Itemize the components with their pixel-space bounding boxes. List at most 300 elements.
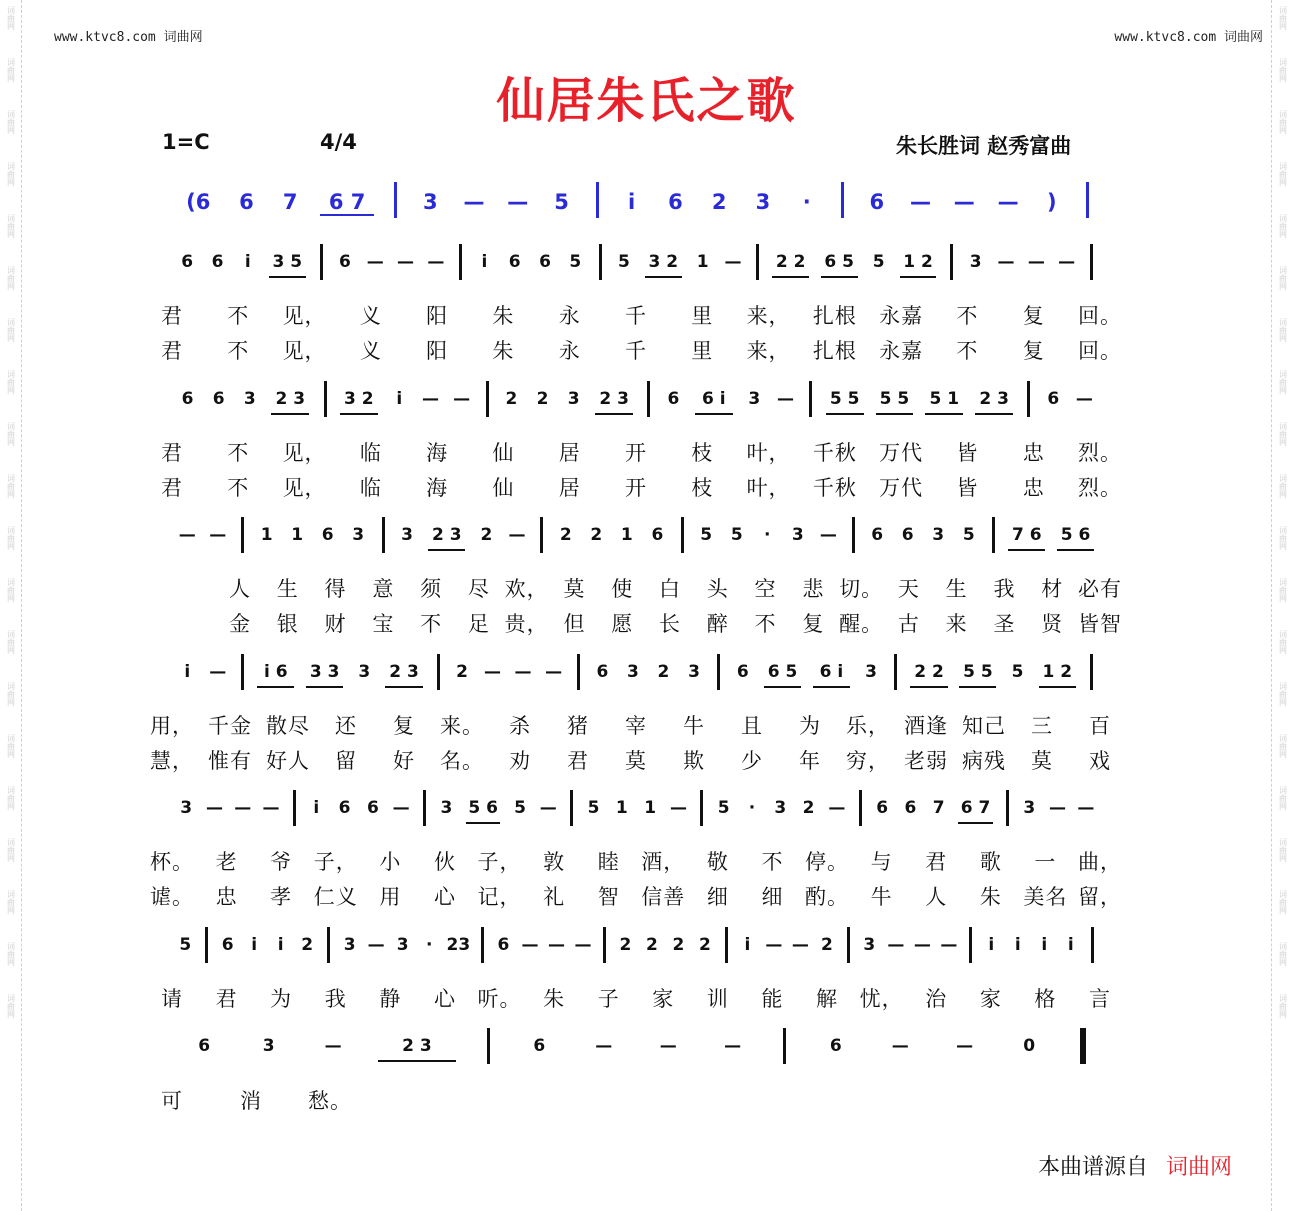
jianpu-note: 1 <box>620 525 633 545</box>
jianpu-note: — <box>997 252 1015 272</box>
side-watermark-glyph: 词曲网 <box>6 6 16 30</box>
side-watermark-glyph: 词曲网 <box>1278 578 1288 602</box>
lyric-syllable: 君 <box>161 476 183 500</box>
jianpu-note: 6 <box>533 1036 546 1056</box>
lyric-syllable: 劝 <box>509 749 531 773</box>
jianpu-note: 6 <box>869 190 885 214</box>
lyric-syllable: 用， <box>150 714 194 738</box>
side-watermark-glyph: 词曲网 <box>6 474 16 498</box>
jianpu-note: 2 <box>456 662 468 682</box>
lyric-syllable: 君 <box>161 339 183 363</box>
jianpu-note: 2 3 <box>979 389 1009 409</box>
lyric-syllable: 阳 <box>426 339 449 363</box>
jianpu-note: 6 i <box>819 662 844 682</box>
lyric-syllable: 永嘉 <box>879 304 924 328</box>
lyric-syllable: 圣 <box>993 612 1016 636</box>
jianpu-note: 6 <box>667 389 680 409</box>
jianpu-note: 5 <box>617 252 630 272</box>
jianpu-note: 6 <box>829 1036 842 1056</box>
lyric-line <box>0 846 1293 878</box>
jianpu-note: 6 <box>497 935 510 955</box>
lyric-syllable: 乐， <box>846 714 890 738</box>
barline <box>577 654 580 690</box>
side-watermark-glyph: 词曲网 <box>6 318 16 342</box>
jianpu-note: 6 <box>198 1036 211 1056</box>
barline <box>599 244 602 280</box>
lyric-syllable: 贵， <box>504 612 549 636</box>
jianpu-note: 3 <box>422 190 438 214</box>
jianpu-note: 6 5 <box>767 662 798 682</box>
lyric-syllable: 戏 <box>1089 749 1111 773</box>
lyric-syllable: 酌。 <box>805 885 850 909</box>
beam-underline <box>813 686 850 688</box>
barline <box>394 182 397 218</box>
lyric-syllable: 皆智 <box>1078 612 1122 636</box>
lyric-syllable: 与 <box>870 850 893 874</box>
barline <box>950 244 953 280</box>
lyric-syllable: 敬 <box>706 850 729 874</box>
jianpu-note: — <box>669 798 687 818</box>
jianpu-note: — <box>891 1036 909 1056</box>
notation-row <box>0 933 1293 973</box>
lyric-syllable: 永 <box>558 339 581 363</box>
jianpu-note: 2 <box>590 525 603 545</box>
jianpu-note: 7 6 <box>1011 525 1042 545</box>
jianpu-note: 5 <box>717 798 730 818</box>
barline <box>486 381 489 417</box>
lyric-syllable: 来， <box>746 339 791 363</box>
jianpu-note: i <box>1041 935 1048 955</box>
barline <box>756 244 759 280</box>
side-watermark-glyph: 词曲网 <box>1278 370 1288 394</box>
jianpu-note: — <box>209 525 227 545</box>
lyric-syllable: 莫 <box>625 749 647 773</box>
jianpu-note: 3 <box>791 525 804 545</box>
side-watermark-glyph: 词曲网 <box>1278 838 1288 862</box>
lyric-syllable: 意 <box>372 577 395 601</box>
lyric-syllable: 贤 <box>1041 612 1064 636</box>
lyric-syllable: 见， <box>282 339 327 363</box>
jianpu-note: 5 <box>730 525 743 545</box>
lyric-syllable: 解 <box>816 987 839 1011</box>
side-watermark-glyph: 词曲网 <box>6 630 16 654</box>
jianpu-note: 5 <box>514 798 526 818</box>
jianpu-note: · <box>802 190 811 214</box>
barline <box>540 517 543 553</box>
jianpu-note: 3 <box>932 525 945 545</box>
jianpu-note: — <box>595 1036 613 1056</box>
barline <box>1086 182 1089 218</box>
lyric-syllable: 细 <box>761 885 784 909</box>
jianpu-note: 6 <box>596 662 609 682</box>
barline <box>859 790 862 826</box>
side-watermark-glyph: 词曲网 <box>6 682 16 706</box>
lyric-syllable: 烈。 <box>1078 476 1122 500</box>
side-watermark-glyph: 词曲网 <box>6 162 16 186</box>
jianpu-note: — <box>724 252 742 272</box>
jianpu-note: — <box>463 190 485 214</box>
lyric-syllable: 伙 <box>433 850 456 874</box>
lyric-syllable: 临 <box>359 441 382 465</box>
side-watermark-glyph: 词曲网 <box>6 58 16 82</box>
lyric-syllable: 子， <box>477 850 522 874</box>
lyric-syllable: 烈。 <box>1078 441 1122 465</box>
lyric-syllable: 足 <box>467 612 490 636</box>
jianpu-note: — <box>1077 798 1095 818</box>
notation-row <box>0 523 1293 563</box>
lyric-syllable: 千 <box>625 304 647 328</box>
jianpu-note: — <box>262 798 280 818</box>
side-watermark-glyph: 词曲网 <box>1278 942 1288 966</box>
lyric-syllable: 复 <box>393 714 415 738</box>
lyric-syllable: 须 <box>420 577 443 601</box>
lyric-syllable: 不 <box>754 612 777 636</box>
lyric-syllable: 永 <box>558 304 581 328</box>
jianpu-note: 1 <box>615 798 628 818</box>
side-watermark-glyph: 词曲网 <box>6 838 16 862</box>
lyric-syllable: 少 <box>741 749 763 773</box>
jianpu-note: — <box>178 525 196 545</box>
notation-row <box>0 250 1293 290</box>
beam-underline <box>925 413 963 415</box>
lyric-syllable: 千 <box>625 339 647 363</box>
jianpu-note: 2 2 <box>775 252 806 272</box>
lyric-syllable: 里 <box>691 339 714 363</box>
barline <box>809 381 812 417</box>
song-title: 仙居朱氏之歌 <box>496 73 797 129</box>
jianpu-note: 3 <box>343 935 356 955</box>
lyric-syllable: 听。 <box>477 987 522 1011</box>
jianpu-note: 1 <box>696 252 709 272</box>
beam-underline <box>975 413 1013 415</box>
lyric-syllable: 仁义 <box>313 885 358 909</box>
jianpu-note: 5 1 <box>929 389 960 409</box>
jianpu-note: — <box>913 935 931 955</box>
beam-underline <box>1057 549 1094 551</box>
lyric-line <box>0 300 1293 332</box>
lyric-syllable: 治 <box>925 987 948 1011</box>
jianpu-note: 1 <box>260 525 273 545</box>
lyric-syllable: 长 <box>659 612 681 636</box>
lyric-syllable: 家 <box>652 987 675 1011</box>
jianpu-note: 7 <box>932 798 945 818</box>
jianpu-note: — <box>392 798 410 818</box>
barline <box>570 790 573 826</box>
beam-underline <box>958 822 992 824</box>
side-watermark-glyph: 词曲网 <box>6 786 16 810</box>
lyric-syllable: 细 <box>706 885 729 909</box>
right-watermark-strip <box>1271 0 1293 1211</box>
jianpu-note: i <box>481 252 488 272</box>
side-watermark-glyph: 词曲网 <box>6 578 16 602</box>
jianpu-note: · <box>748 798 756 818</box>
jianpu-note: 5 5 <box>829 389 860 409</box>
lyric-syllable: 用 <box>379 885 402 909</box>
jianpu-note: 3 2 <box>344 389 374 409</box>
barline <box>320 244 323 280</box>
lyric-line <box>0 983 1293 1015</box>
time-signature: 4/4 <box>320 130 357 154</box>
barline <box>700 790 703 826</box>
beam-underline <box>269 276 306 278</box>
lyric-syllable: 不 <box>956 339 979 363</box>
jianpu-note: 6 <box>1047 389 1060 409</box>
jianpu-note: i <box>184 662 191 682</box>
lyric-syllable: 君 <box>567 749 589 773</box>
lyric-syllable: 人 <box>925 885 948 909</box>
side-watermark-glyph: 词曲网 <box>1278 214 1288 238</box>
site-watermark-left: www.ktvc8.com 词曲网 <box>54 30 203 45</box>
lyric-syllable: 必有 <box>1078 577 1122 601</box>
lyric-syllable: 谑。 <box>150 885 194 909</box>
jianpu-note: 1 2 <box>1042 662 1073 682</box>
jianpu-note: 7 <box>282 190 298 214</box>
beam-underline <box>385 686 422 688</box>
jianpu-note: 2 3 <box>275 389 306 409</box>
side-watermark-glyph: 词曲网 <box>1278 422 1288 446</box>
jianpu-note: 3 <box>865 662 877 682</box>
jianpu-note: 5 <box>1011 662 1024 682</box>
lyric-syllable: 见， <box>282 476 327 500</box>
jianpu-note: 2 <box>505 389 518 409</box>
jianpu-note: — <box>367 935 385 955</box>
lyric-syllable: 朱 <box>492 339 515 363</box>
lyric-syllable: 子， <box>313 850 358 874</box>
jianpu-note: — <box>776 389 794 409</box>
barline <box>1090 244 1093 280</box>
barline <box>459 244 462 280</box>
side-watermark-glyph: 词曲网 <box>1278 110 1288 134</box>
jianpu-note: 2 3 <box>389 662 419 682</box>
lyric-syllable: 来。 <box>440 714 484 738</box>
lyric-syllable: 小 <box>379 850 402 874</box>
lyric-syllable: 为 <box>270 987 293 1011</box>
jianpu-note: 2 <box>301 935 314 955</box>
lyric-syllable: 人 <box>229 577 251 601</box>
jianpu-note: — <box>427 252 445 272</box>
lyric-syllable: 见， <box>282 304 327 328</box>
barline <box>437 654 440 690</box>
lyric-syllable: 忠 <box>1022 476 1045 500</box>
notation-row <box>0 387 1293 427</box>
jianpu-note: 6 <box>212 389 225 409</box>
lyric-syllable: 生 <box>276 577 299 601</box>
lyric-syllable: 酒逢 <box>904 714 948 738</box>
jianpu-note: 6 7 <box>960 798 991 818</box>
jianpu-note: 6 <box>904 798 917 818</box>
jianpu-note: 6 <box>181 252 194 272</box>
lyric-syllable: 病残 <box>962 749 1006 773</box>
jianpu-note: — <box>539 798 557 818</box>
lyric-syllable: 忠 <box>215 885 238 909</box>
jianpu-note: 3 <box>1023 798 1036 818</box>
lyric-line <box>0 710 1293 742</box>
jianpu-note: — <box>209 662 227 682</box>
lyric-line <box>0 608 1293 640</box>
jianpu-note: — <box>1075 389 1093 409</box>
lyric-syllable: 还 <box>335 714 357 738</box>
jianpu-note: — <box>1049 798 1067 818</box>
lyric-syllable: 开 <box>625 476 647 500</box>
jianpu-note: — <box>791 935 809 955</box>
jianpu-note: 2 <box>480 525 493 545</box>
lyric-syllable: 欺 <box>683 749 705 773</box>
jianpu-note: 0 <box>1023 1036 1036 1056</box>
barline <box>992 517 995 553</box>
lyric-line <box>0 437 1293 469</box>
jianpu-note: — <box>324 1036 342 1056</box>
jianpu-note: 2 <box>645 935 658 955</box>
beam-underline <box>1008 549 1045 551</box>
lyric-line <box>0 335 1293 367</box>
jianpu-note: — <box>910 190 932 214</box>
side-watermark-glyph: 词曲网 <box>6 942 16 966</box>
jianpu-note: 5 <box>587 798 600 818</box>
lyric-syllable: 知己 <box>962 714 1006 738</box>
lyric-syllable: 仙 <box>492 441 515 465</box>
jianpu-note: — <box>545 662 563 682</box>
lyric-syllable: 格 <box>1034 987 1057 1011</box>
side-watermark-glyph: 词曲网 <box>1278 682 1288 706</box>
lyric-syllable: 悲 <box>802 577 825 601</box>
lyric-syllable: 生 <box>945 577 968 601</box>
jianpu-note: 6 <box>736 662 749 682</box>
jianpu-note: 3 <box>262 1036 275 1056</box>
lyric-syllable: 来， <box>746 304 791 328</box>
jianpu-note: 6 <box>651 525 664 545</box>
lyric-syllable: 不 <box>420 612 443 636</box>
lyric-syllable: 好人 <box>266 749 310 773</box>
jianpu-note: 1 <box>644 798 657 818</box>
lyric-syllable: 留 <box>335 749 357 773</box>
barline <box>205 927 208 963</box>
lyric-syllable: 皆 <box>956 441 979 465</box>
jianpu-note: ) <box>1047 190 1057 214</box>
beam-underline <box>271 413 309 415</box>
lyric-line <box>0 472 1293 504</box>
beam-underline <box>821 276 858 278</box>
jianpu-note: 3 5 <box>272 252 303 272</box>
lyric-syllable: 散尽 <box>266 714 310 738</box>
lyric-syllable: 海 <box>426 476 449 500</box>
jianpu-note: — <box>453 389 471 409</box>
jianpu-note: i <box>251 935 258 955</box>
jianpu-note: 2 <box>619 935 632 955</box>
notation-row <box>0 796 1293 836</box>
jianpu-note: 6 <box>539 252 551 272</box>
lyric-syllable: 子 <box>597 987 620 1011</box>
lyric-syllable: 朱 <box>492 304 515 328</box>
jianpu-note: — <box>765 935 783 955</box>
lyric-syllable: 银 <box>276 612 299 636</box>
jianpu-note: 2 <box>820 935 833 955</box>
lyric-syllable: 请 <box>161 987 183 1011</box>
jianpu-note: 2 3 <box>599 389 629 409</box>
lyric-syllable: 杯。 <box>150 850 194 874</box>
beam-underline <box>378 1060 456 1062</box>
side-watermark-glyph: 词曲网 <box>6 526 16 550</box>
lyric-syllable: 信善 <box>641 885 686 909</box>
jianpu-note: · <box>764 525 771 545</box>
lyric-syllable: 头 <box>706 577 729 601</box>
lyric-syllable: 莫 <box>563 577 586 601</box>
jianpu-note: 2 <box>802 798 815 818</box>
lyric-line <box>0 573 1293 605</box>
side-watermark-glyph: 词曲网 <box>6 890 16 914</box>
lyric-syllable: 可 <box>161 1089 183 1113</box>
side-watermark-glyph: 词曲网 <box>6 110 16 134</box>
side-watermark-glyph: 词曲网 <box>1278 318 1288 342</box>
lyric-syllable: 欢， <box>504 577 549 601</box>
barline <box>241 654 244 690</box>
lyric-syllable: 忧， <box>859 987 904 1011</box>
jianpu-note: 3 <box>755 190 771 214</box>
lyric-syllable: 慧， <box>150 749 194 773</box>
lyric-syllable: 歌 <box>979 850 1002 874</box>
lyric-syllable: 叶， <box>746 476 791 500</box>
side-watermark-glyph: 词曲网 <box>6 370 16 394</box>
lyric-syllable: 扎根 <box>812 304 857 328</box>
jianpu-note: — <box>724 1036 742 1056</box>
lyric-syllable: 老弱 <box>904 749 948 773</box>
lyric-syllable: 愿 <box>611 612 634 636</box>
lyric-syllable: 复 <box>1022 339 1045 363</box>
jianpu-note: 3 <box>243 389 256 409</box>
jianpu-note: 5 5 <box>879 389 910 409</box>
lyric-syllable: 开 <box>625 441 647 465</box>
jianpu-note: i <box>313 798 320 818</box>
jianpu-note: 3 <box>863 935 876 955</box>
jianpu-note: 5 <box>872 252 885 272</box>
lyric-syllable: 名。 <box>440 749 484 773</box>
lyric-syllable: 莫 <box>1031 749 1053 773</box>
jianpu-note: 6 5 <box>824 252 854 272</box>
jianpu-note: 5 5 <box>963 662 993 682</box>
lyric-syllable: 忠 <box>1022 441 1045 465</box>
barline <box>293 790 296 826</box>
lyric-syllable: 君 <box>161 441 183 465</box>
lyric-syllable: 杀 <box>509 714 531 738</box>
jianpu-note: 6 <box>876 798 889 818</box>
jianpu-note: 3 <box>440 798 453 818</box>
side-watermark-glyph: 词曲网 <box>1278 994 1288 1018</box>
beam-underline <box>466 822 500 824</box>
jianpu-note: — <box>940 935 958 955</box>
beam-underline <box>257 686 294 688</box>
lyric-syllable: 千秋 <box>812 476 857 500</box>
jianpu-note: — <box>366 252 384 272</box>
jianpu-note: — <box>1058 252 1076 272</box>
side-watermark-glyph: 词曲网 <box>1278 6 1288 30</box>
lyric-syllable: 年 <box>799 749 821 773</box>
jianpu-note: i <box>1014 935 1021 955</box>
lyric-syllable: 切。 <box>839 577 884 601</box>
jianpu-note: i <box>628 190 636 214</box>
jianpu-note: 3 <box>774 798 787 818</box>
jianpu-note: — <box>421 389 439 409</box>
barline <box>852 517 855 553</box>
jianpu-note: i <box>988 935 995 955</box>
lyric-syllable: 千金 <box>208 714 252 738</box>
lyric-syllable: 三 <box>1031 714 1053 738</box>
lyric-syllable: 万代 <box>879 476 924 500</box>
lyric-syllable: 尽 <box>467 577 490 601</box>
lyric-syllable: 复 <box>802 612 825 636</box>
jianpu-note: — <box>508 525 526 545</box>
jianpu-note: — <box>659 1036 677 1056</box>
beam-underline <box>320 214 373 216</box>
lyric-syllable: 叶， <box>746 441 791 465</box>
